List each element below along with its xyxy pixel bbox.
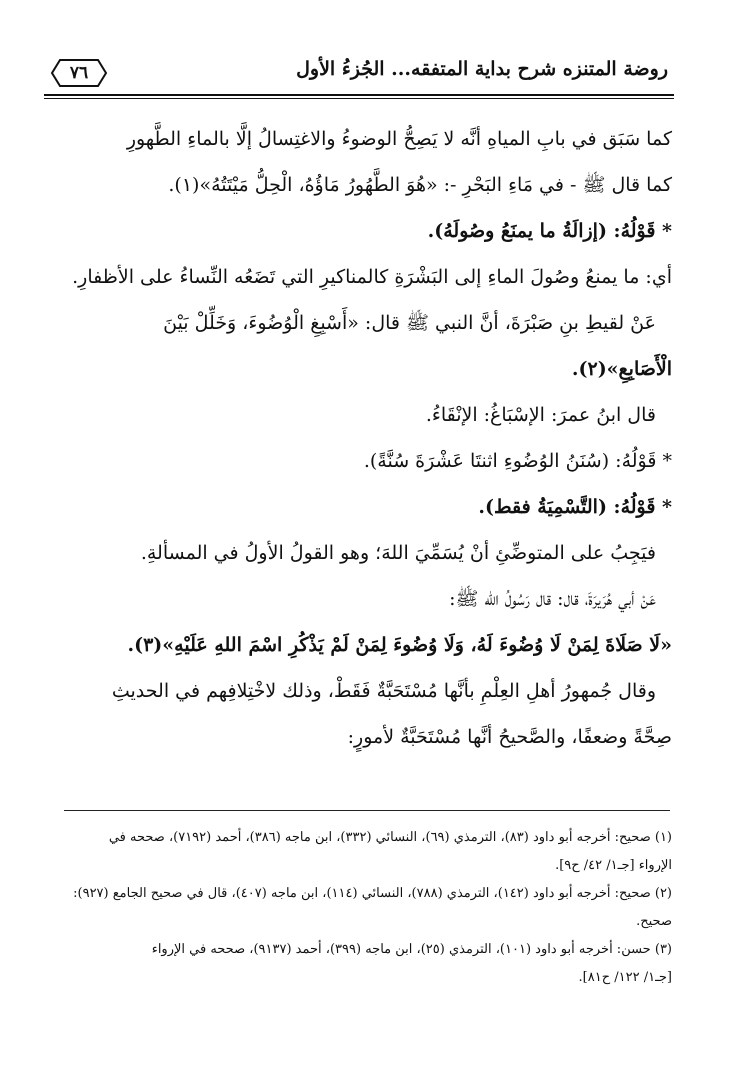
footnote-line: (٣) حسن: أخرجه أبو داود (١٠١)، الترمذي (٢٥)، ابن ماجه (٣٩٩)، أحمد (٩١٣٧)، صححه في الإرواء xyxy=(151,942,672,957)
running-title: روضة المتنزه شرح بداية المتفقه... الجُزءُ الأول xyxy=(296,58,668,80)
page-header xyxy=(44,56,674,100)
text-line: أي: ما يمنعُ وصُولَ الماءِ إلى البَشْرَةِ كالمناكيرِ التي تَضَعُه النِّساءُ على الأظفارِ. xyxy=(72,266,672,288)
page-number-badge xyxy=(50,58,108,88)
header-rule xyxy=(44,94,674,96)
main-text xyxy=(58,116,672,760)
text-line: عَنْ لقيطِ بنِ صَبْرَةَ، أنَّ النبي ﷺ قال: «أَسْبِغِ الْوُضُوءَ، وَخَلِّلْ بَيْنَ xyxy=(163,312,656,334)
footnote-separator xyxy=(64,810,670,811)
text-line: عَنْ أبي هُرَيرَةَ، قال: قال رَسُولُ الله ﷺ: xyxy=(449,588,656,610)
text-line: كما سَبَق في بابِ المياهِ أنَّه لا يَصِحُّ الوضوءُ والاغتِسالُ إلَّا بالماءِ الطَّهورِ xyxy=(126,128,672,150)
text-line: الْأَصَابِعِ»(٢). xyxy=(571,358,672,380)
footnote-line: (١) صحيح: أخرجه أبو داود (٨٣)، الترمذي (٦٩)، النسائي (٣٣٢)، ابن ماجه (٣٨٦)، أحمد (٧١٩٢)، صححه في xyxy=(108,830,672,845)
text-line: فيَجِبُ على المتوضِّئِ أنْ يُسَمِّيَ اللهَ؛ وهو القولُ الأولُ في المسألةِ. xyxy=(140,542,656,564)
text-line: «لَا صَلَاةَ لِمَنْ لَا وُضُوءَ لَهُ، وَلَا وُضُوءَ لِمَنْ لَمْ يَذْكُرِ اسْمَ اللهِ عَلَيْهِ»(٣). xyxy=(127,634,672,656)
footnote-line: الإرواء [جـ١/ ٤٢/ ح٩]. xyxy=(555,858,672,873)
text-line: * قَوْلُهُ: (التَّسْمِيَةُ فقط). xyxy=(478,496,672,518)
text-line: صِحَّةً وضعفًا، والصَّحيحُ أنَّها مُسْتَحَبَّةٌ لأمورٍ: xyxy=(347,726,672,748)
text-line: * قَوْلُهُ: (إزالَةُ ما يمنَعُ وصُولَهُ). xyxy=(427,220,672,242)
page-number: ٧٦ xyxy=(69,63,89,83)
footnote-line: صحيح. xyxy=(636,914,672,929)
header-rule-thin xyxy=(44,98,674,99)
footnotes xyxy=(58,824,672,992)
footnote-line: [جـ١/ ١٢٢/ ح٨١]. xyxy=(578,970,672,985)
text-line: * قَوْلُهُ: (سُنَنُ الوُضُوءِ اثنتَا عَشْرَةَ سُنَّةً). xyxy=(363,450,672,472)
text-line: وقال جُمهورُ أهلِ العِلْمِ بأنَّها مُسْتَحَبَّةٌ فَقَطْ، وذلك لاخْتِلافِهم في الحديثِ xyxy=(111,680,656,702)
text-line: كما قال ﷺ - في مَاءِ البَحْرِ -: «هُوَ الطَّهُورُ مَاؤُهُ، الْحِلُّ مَيْتَتُهُ»(١). xyxy=(168,174,672,196)
footnote-line: (٢) صحيح: أخرجه أبو داود (١٤٢)، الترمذي (٧٨٨)، النسائي (١١٤)، ابن ماجه (٤٠٧)، قال في صحيح الجامع (٩٢٧): xyxy=(73,886,672,901)
text-line: قال ابنُ عمرَ: الإسْبَاغُ: الإنْقَاءُ. xyxy=(425,404,656,426)
